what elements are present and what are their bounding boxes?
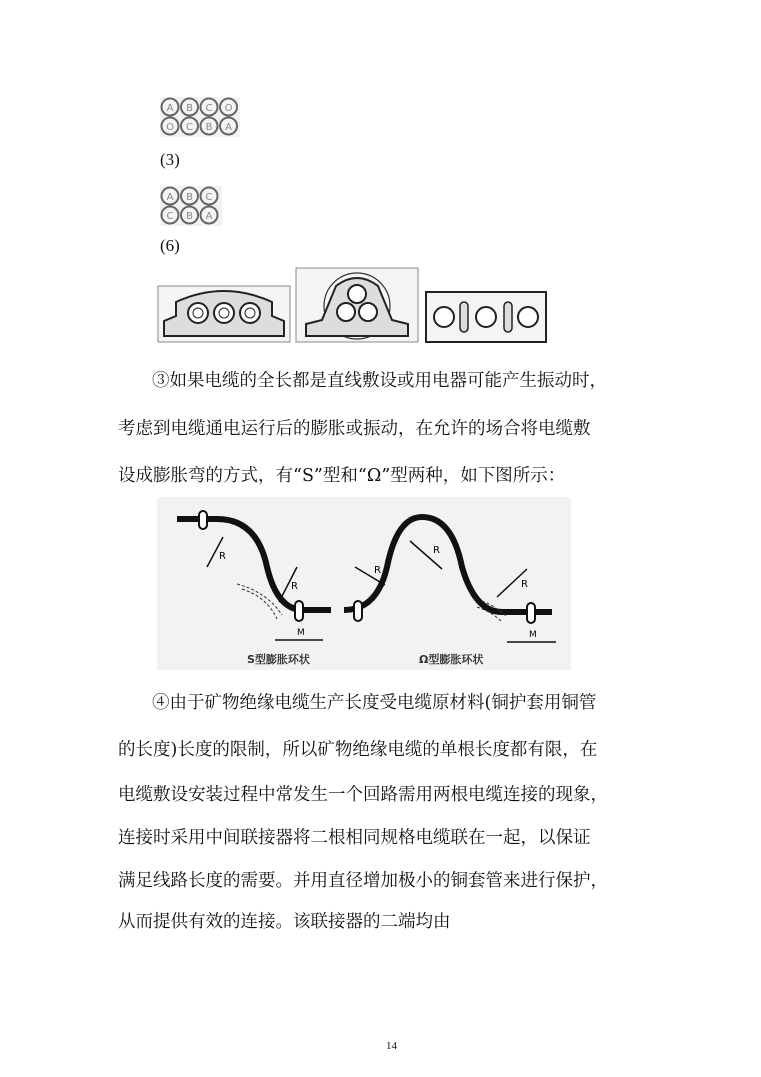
page-number: 14 [386,1040,397,1052]
omega-type-label: Ω型膨胀环状 [419,653,484,666]
paragraph-3-line: 考虑到电缆通电运行后的膨胀或振动，在允许的场合将电缆敷 [118,419,591,439]
expansion-bend-figure [157,497,571,670]
paragraph-4-line: 连接时采用中间联接器将二根相同规格电缆联在一起，以保证 [118,828,591,848]
phase-label: A [205,211,213,222]
radius-label: R [521,579,528,590]
phase-label: C [205,192,213,203]
phase-label: O [224,103,233,114]
radius-label: R [433,545,440,556]
figure-caption-3: (3) [160,150,180,169]
phase-label: C [205,103,213,114]
paragraph-4-line: ④由于矿物绝缘电缆生产长度受电缆原材料(铜护套用铜管 [152,693,597,713]
spacing-label: M [529,630,537,640]
phase-label: A [166,103,174,114]
phase-label: B [186,211,193,222]
phase-label: O [166,122,174,133]
radius-label: R [374,565,381,576]
phase-label: A [166,192,174,203]
phase-label: B [205,122,213,133]
phase-label: C [186,122,193,133]
phase-label: A [225,122,232,133]
paragraph-4-line: 的长度)长度的限制，所以矿物绝缘电缆的单根长度都有限，在 [118,740,598,760]
radius-label: R [219,551,226,562]
figure-caption-6: (6) [160,236,180,255]
paragraph-3-line: 设成膨胀弯的方式，有“S”型和“Ω”型两种，如下图所示： [118,466,566,486]
paragraph-4-line: 满足线路长度的需要。并用直径增加极小的铜套管来进行保护， [118,871,608,891]
cable-clamp-figure [156,266,548,346]
paragraph-4-line: 从而提供有效的连接。该联接器的二端均由 [118,912,451,932]
phase-label: B [186,103,193,114]
paragraph-4-line: 电缆敷设安装过程中常发生一个回路需用两根电缆连接的现象， [118,785,608,805]
paragraph-3-line: ③如果电缆的全长都是直线敷设或用电器可能产生振动时， [152,371,607,391]
phase-label: C [166,211,174,222]
spacing-label: M [297,628,305,638]
cable-arrangement-3-figure [160,97,240,137]
phase-label: B [186,192,193,203]
cable-arrangement-6-figure [160,186,222,226]
s-type-label: S型膨胀环状 [247,653,310,666]
radius-label: R [291,581,298,592]
